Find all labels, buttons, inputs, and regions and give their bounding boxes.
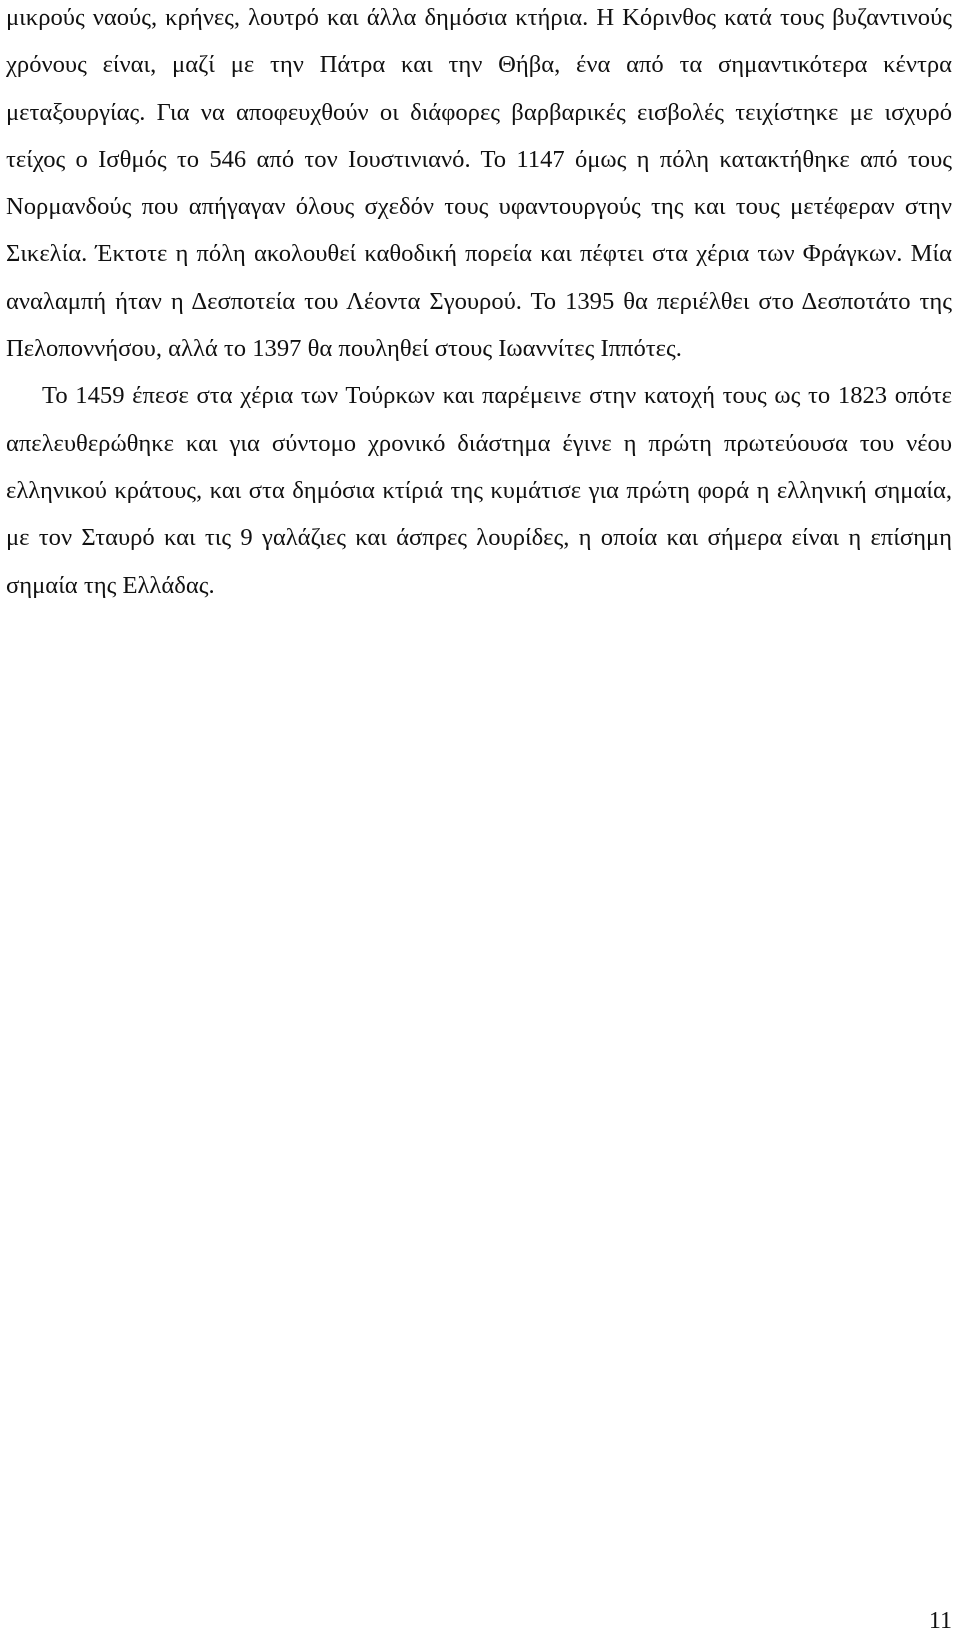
paragraph-2: Το 1459 έπεσε στα χέρια των Τούρκων και παρέμεινε στην κατοχή τους ως το 1823 οπότε απελευθερώθηκε και για σύντομο χρονικό διάστημα έγινε η πρώτη πρωτεύουσα του νέου ελληνικού κράτους, και στα δημόσια κτίριά της κυμάτισε για πρώτη φορά η ελληνική σημαία, με τον Σταυρό και τις 9 γαλάζιες και άσπρες λουρίδες, η οποία και σήμερα είναι η επίσημη σημαία της Ελλάδας.: [6, 382, 952, 599]
body-text: [6, 0, 952, 609]
paragraph-1: μικρούς ναούς, κρήνες, λουτρό και άλλα δημόσια κτήρια. Η Κόρινθος κατά τους βυζαντινούς χρόνους είναι, μαζί με την Πάτρα και την Θήβα, ένα από τα σημαντικότερα κέντρα μεταξουργίας. Για να αποφευχθούν οι διάφορες βαρβαρικές εισβολές τειχίστηκε με ισχυρό τείχος ο Ισθμός το 546 από τον Ιουστινιανό. Το 1147 όμως η πόλη κατακτήθηκε από τους Νορμανδούς που απήγαγαν όλους σχεδόν τους υφαντουργούς της και τους μετέφεραν στην Σικελία. Έκτοτε η πόλη ακολουθεί καθοδική πορεία και πέφτει στα χέρια των Φράγκων. Μία αναλαμπή ήταν η Δεσποτεία του Λέοντα Σγουρού. Το 1395 θα περιέλθει στο Δεσποτάτο της Πελοποννήσου, αλλά το 1397 θα πουληθεί στους Ιωαννίτες Ιππότες.: [6, 4, 952, 363]
page-number: 11: [928, 1608, 952, 1634]
